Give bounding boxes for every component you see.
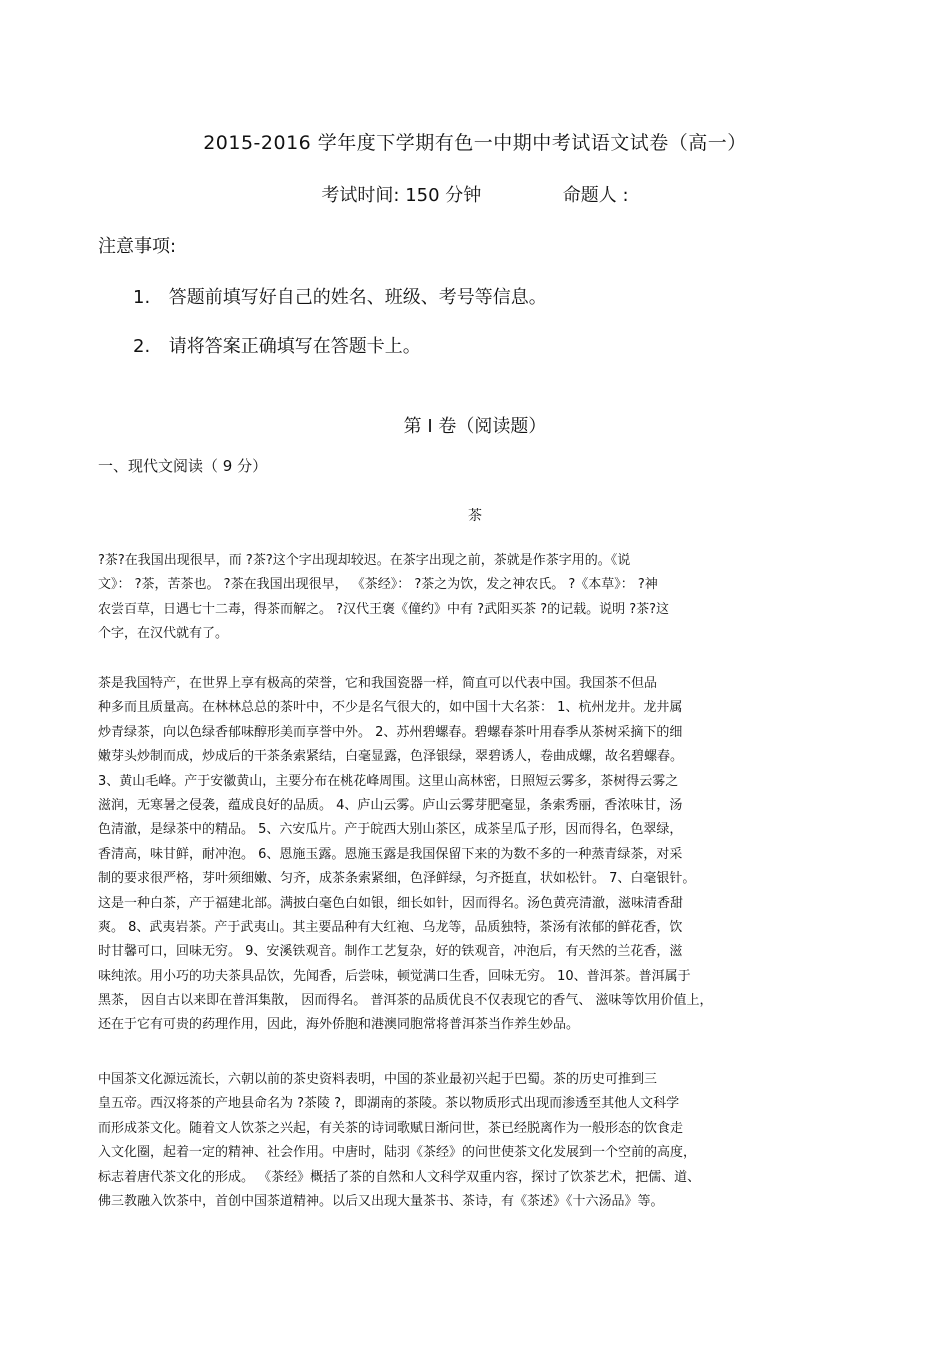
paragraph-line: 时甘馨可口，回味无穷。 9、安溪铁观音。制作工艺复杂，好的铁观音，冲泡后，有天然的兰花香，滋 [98,944,683,960]
exam-title: 2015-2016 学年度下学期有色一中期中考试语文试卷（高一） [203,132,747,154]
exam-meta [0,181,950,207]
notice-item [133,283,547,309]
paragraph-line: 3、黄山毛峰。产于安徽黄山，主要分布在桃花峰周围。这里山高林密，日照短云雾多，茶树得云雾之 [98,773,679,789]
paragraph-line: 制的要求很严格，芽叶须细嫩、匀齐，成茶条索紧细，色泽鲜绿，匀齐挺直，状如松针。 7、白毫银针。 [98,871,696,887]
article-paragraph [98,1068,858,1214]
paragraph-line: 标志着唐代茶文化的形成。 《茶经》概括了茶的自然和人文科学双重内容，探讨了饮茶艺术，把儒、道、 [98,1169,701,1185]
notice-item-number: 1. [133,287,151,308]
paragraph-line: 农尝百草，日遇七十二毒，得茶而解之。 ?汉代王褒《僮约》中有 ?武阳买茶 ?的记载。说明 ?茶?这 [98,601,670,617]
article-paragraph [98,672,858,1038]
paragraph-line: 香清高，味甘鲜，耐冲泡。 6、恩施玉露。恩施玉露是我国保留下来的为数不多的一种蒸青绿茶，对采 [98,846,683,862]
notice-item [133,332,421,358]
notice-heading: 注意事项: [98,236,177,257]
paragraph-line: 味纯浓。用小巧的功夫茶具品饮，先闻香，后尝味，顿觉满口生香，回味无穷。 10、普洱茶。普洱属于 [98,968,691,984]
paragraph-line: 嫩芽头炒制而成，炒成后的干茶条索紧结，白毫显露，色泽银绿，翠碧诱人，卷曲成螺，故名碧螺春。 [98,749,684,765]
paragraph-line: ?茶?在我国出现很早，而 ?茶?这个字出现却较迟。在茶字出现之前，茶就是作茶字用的。《说 [98,553,631,568]
article-paragraph [98,549,858,647]
paragraph-line: 这是一种白茶，产于福建北部。满披白毫色白如银，细长如针，因而得名。汤色黄亮清澈，滋味清香甜 [98,895,684,911]
paragraph-line: 而形成茶文化。随着文人饮茶之兴起，有关茶的诗词歌赋日渐问世，茶已经脱离作为一般形态的饮食走 [98,1120,684,1136]
paragraph-line: 入文化圈，起着一定的精神、社会作用。中唐时，陆羽《茶经》的问世使茶文化发展到一个空前的高度， [98,1145,697,1161]
paragraph-line: 还在于它有可贵的药理作用，因此，海外侨胞和港澳同胞常将普洱茶当作养生妙品。 [98,1017,580,1033]
part-heading: 一、现代文阅读（ 9 分） [98,457,268,475]
paragraph-line: 茶是我国特产，在世界上享有极高的荣誉，它和我国瓷器一样，简直可以代表中国。我国茶不但品 [98,676,658,691]
section-title: 第 Ⅰ 卷（阅读题） [403,416,547,437]
paragraph-line: 中国茶文化源远流长，六朝以前的茶史资料表明，中国的茶业最初兴起于巴蜀。茶的历史可推到三 [98,1072,658,1087]
paragraph-line: 皇五帝。西汉将茶的产地县命名为 ?茶陵 ?，即湖南的茶陵。茶以物质形式出现而渗透至其他人文科学 [98,1096,680,1112]
paragraph-line: 种多而且质量高。在林林总总的茶叶中，不少是名气很大的，如中国十大名茶： 1、杭州龙井。龙井属 [98,700,683,716]
paragraph-line: 爽。 8、武夷岩茶。产于武夷山。其主要品种有大红袍、乌龙等，品质独特，茶汤有浓郁的鲜花香，饮 [98,919,683,935]
paragraph-line: 滋润，无寒暑之侵袭，蕴成良好的品质。 4、庐山云雾。庐山云雾芽肥毫显，条索秀丽，香浓味甘，汤 [98,797,683,813]
paragraph-line: 个字，在汉代就有了。 [98,626,229,642]
article-title: 茶 [468,508,482,524]
notice-item-text: 答题前填写好自己的姓名、班级、考号等信息。 [168,287,547,308]
notice-item-text: 请将答案正确填写在答题卡上。 [168,336,421,357]
paragraph-line: 黑茶， 因自古以来即在普洱集散， 因而得名。 普洱茶的品质优良不仅表现它的香气、 滋味等饮用价值上， [98,993,713,1009]
notice-item-number: 2. [133,336,151,357]
exam-time: 考试时间: 150 分钟 [321,185,482,206]
paragraph-line: 炒青绿茶，向以色绿香郁味醇形美而享誉中外。 2、苏州碧螺春。碧螺春茶叶用春季从茶树采摘下的细 [98,724,683,740]
paragraph-line: 文》： ?茶，苦茶也。 ?茶在我国出现很早， 《茶经》： ?茶之为饮，发之神农氏。 ?《本草》： ?神 [98,577,658,593]
paragraph-line: 佛三教融入饮茶中，首创中国茶道精神。以后又出现大量茶书、茶诗，有《茶述》《十六汤品》等。 [98,1193,664,1209]
paragraph-line: 色清澈，是绿茶中的精品。 5、六安瓜片。产于皖西大别山茶区，成茶呈瓜子形，因而得名，色翠绿， [98,822,683,838]
exam-author: 命题人 : [562,185,629,206]
